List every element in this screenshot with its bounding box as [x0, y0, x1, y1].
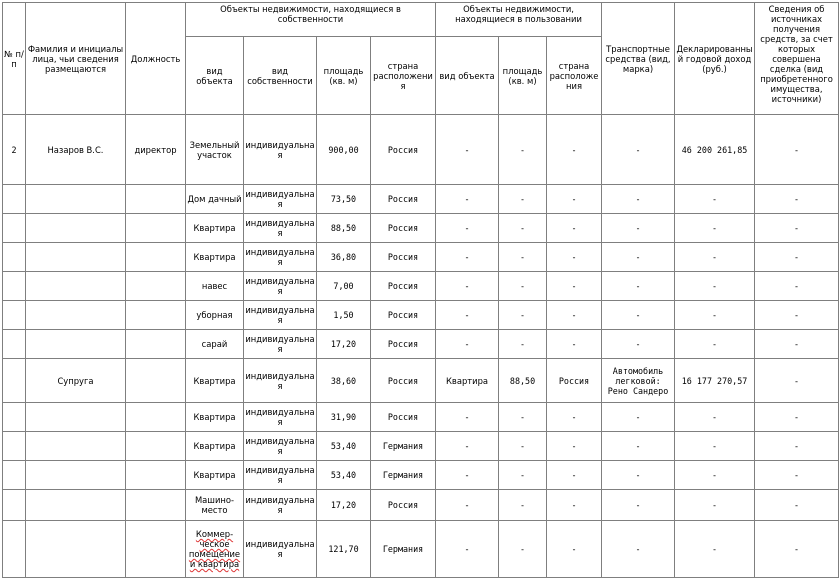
cell-country: Германия [371, 432, 436, 461]
cell-ownership: индивидуальная [244, 521, 317, 578]
cell-num [3, 330, 26, 359]
cell-name [26, 185, 126, 214]
cell-vehicles: - [602, 432, 675, 461]
cell-income: - [675, 214, 755, 243]
cell-sources: - [755, 301, 839, 330]
cell-name: Назаров В.С. [26, 115, 126, 185]
cell-type: Квартира [186, 359, 244, 403]
cell-used-area: - [499, 461, 547, 490]
cell-position [126, 359, 186, 403]
cell-area: 31,90 [317, 403, 371, 432]
cell-sources: - [755, 330, 839, 359]
cell-sources: - [755, 359, 839, 403]
header-owned-country: страна расположения [371, 37, 436, 115]
cell-type: Квартира [186, 403, 244, 432]
cell-name [26, 432, 126, 461]
cell-used-area: 88,50 [499, 359, 547, 403]
table-row [3, 301, 839, 330]
cell-position [126, 330, 186, 359]
table-row [3, 330, 839, 359]
cell-ownership: индивидуальная [244, 490, 317, 521]
cell-area: 17,20 [317, 330, 371, 359]
cell-position: директор [126, 115, 186, 185]
header-position: Должность [126, 3, 186, 115]
cell-used-area: - [499, 330, 547, 359]
cell-country: Россия [371, 272, 436, 301]
cell-country: Россия [371, 403, 436, 432]
header-used-group: Объекты недвижимости, находящиеся в пользовании [436, 3, 602, 37]
cell-used-country: - [547, 243, 602, 272]
cell-used-type: - [436, 185, 499, 214]
cell-num [3, 521, 26, 578]
cell-position [126, 432, 186, 461]
cell-ownership: индивидуальная [244, 432, 317, 461]
cell-vehicles: - [602, 301, 675, 330]
table-row [3, 359, 839, 403]
table-row [3, 432, 839, 461]
header-fio: Фамилия и инициалы лица, чьи сведения размещаются [26, 3, 126, 115]
cell-used-country: Россия [547, 359, 602, 403]
cell-name [26, 243, 126, 272]
cell-used-area: - [499, 403, 547, 432]
cell-num [3, 403, 26, 432]
cell-used-area: - [499, 243, 547, 272]
header-owned-type: вид объекта [186, 37, 244, 115]
cell-sources: - [755, 115, 839, 185]
cell-ownership: индивидуальная [244, 185, 317, 214]
cell-area: 121,70 [317, 521, 371, 578]
header-sources: Сведения об источниках получения средств, за счет которых совершена сделка (вид приобретенного имущества, источники) [755, 3, 839, 115]
cell-num [3, 461, 26, 490]
cell-position [126, 243, 186, 272]
declaration-table [2, 2, 839, 578]
header-income: Декларированный годовой доход (руб.) [675, 3, 755, 115]
cell-vehicles: - [602, 461, 675, 490]
cell-used-type: - [436, 521, 499, 578]
cell-ownership: индивидуальная [244, 359, 317, 403]
cell-vehicles: Автомобиль легковой: Рено Сандеро [602, 359, 675, 403]
cell-name [26, 214, 126, 243]
cell-ownership: индивидуальная [244, 214, 317, 243]
cell-type: Квартира [186, 432, 244, 461]
cell-income: - [675, 330, 755, 359]
cell-used-country: - [547, 490, 602, 521]
cell-income: - [675, 490, 755, 521]
cell-income: - [675, 185, 755, 214]
cell-income: - [675, 461, 755, 490]
cell-name [26, 521, 126, 578]
cell-ownership: индивидуальная [244, 301, 317, 330]
cell-num [3, 432, 26, 461]
cell-used-type: - [436, 301, 499, 330]
cell-used-type: - [436, 490, 499, 521]
cell-income: - [675, 243, 755, 272]
cell-name [26, 461, 126, 490]
cell-sources: - [755, 490, 839, 521]
cell-ownership: индивидуальная [244, 115, 317, 185]
cell-sources: - [755, 521, 839, 578]
cell-area: 73,50 [317, 185, 371, 214]
cell-num [3, 359, 26, 403]
cell-country: Россия [371, 243, 436, 272]
cell-num: 2 [3, 115, 26, 185]
cell-type: Земельный участок [186, 115, 244, 185]
cell-used-country: - [547, 461, 602, 490]
cell-ownership: индивидуальная [244, 243, 317, 272]
cell-vehicles: - [602, 185, 675, 214]
cell-type: Дом дачный [186, 185, 244, 214]
cell-used-country: - [547, 115, 602, 185]
cell-sources: - [755, 461, 839, 490]
table-row [3, 403, 839, 432]
header-owned-group: Объекты недвижимости, находящиеся в собственности [186, 3, 436, 37]
cell-position [126, 214, 186, 243]
cell-sources: - [755, 272, 839, 301]
cell-sources: - [755, 243, 839, 272]
cell-type: Квартира [186, 214, 244, 243]
cell-used-type: Квартира [436, 359, 499, 403]
cell-name [26, 301, 126, 330]
cell-vehicles: - [602, 490, 675, 521]
cell-income: - [675, 432, 755, 461]
cell-income: 46 200 261,85 [675, 115, 755, 185]
header-used-area: площадь (кв. м) [499, 37, 547, 115]
cell-sources: - [755, 214, 839, 243]
cell-name [26, 272, 126, 301]
cell-vehicles: - [602, 272, 675, 301]
header-used-type: вид объекта [436, 37, 499, 115]
cell-income: - [675, 521, 755, 578]
cell-num [3, 490, 26, 521]
cell-position [126, 272, 186, 301]
cell-position [126, 521, 186, 578]
cell-type: сарай [186, 330, 244, 359]
cell-used-area: - [499, 115, 547, 185]
cell-used-area: - [499, 214, 547, 243]
cell-country: Россия [371, 185, 436, 214]
cell-num [3, 301, 26, 330]
cell-used-type: - [436, 243, 499, 272]
table-row [3, 243, 839, 272]
table-row [3, 521, 839, 578]
cell-type: Квартира [186, 243, 244, 272]
cell-country: Россия [371, 330, 436, 359]
cell-country: Россия [371, 214, 436, 243]
cell-used-country: - [547, 403, 602, 432]
cell-area: 38,60 [317, 359, 371, 403]
cell-type: Машино-место [186, 490, 244, 521]
cell-used-area: - [499, 185, 547, 214]
cell-used-country: - [547, 301, 602, 330]
cell-area: 17,20 [317, 490, 371, 521]
cell-country: Германия [371, 521, 436, 578]
cell-type: навес [186, 272, 244, 301]
cell-position [126, 490, 186, 521]
cell-ownership: индивидуальная [244, 403, 317, 432]
cell-used-type: - [436, 272, 499, 301]
cell-type: Коммер-ческое помещение и квартира [186, 521, 244, 578]
cell-used-area: - [499, 272, 547, 301]
header-owned-ownership: вид собственности [244, 37, 317, 115]
cell-area: 7,00 [317, 272, 371, 301]
cell-income: - [675, 272, 755, 301]
cell-country: Россия [371, 115, 436, 185]
cell-vehicles: - [602, 243, 675, 272]
cell-used-country: - [547, 521, 602, 578]
cell-country: Россия [371, 490, 436, 521]
cell-country: Россия [371, 301, 436, 330]
cell-used-type: - [436, 403, 499, 432]
cell-used-country: - [547, 330, 602, 359]
cell-used-type: - [436, 461, 499, 490]
header-vehicles: Транспортные средства (вид, марка) [602, 3, 675, 115]
cell-name [26, 403, 126, 432]
cell-used-country: - [547, 432, 602, 461]
table-row [3, 115, 839, 185]
cell-num [3, 243, 26, 272]
cell-num [3, 214, 26, 243]
cell-position [126, 301, 186, 330]
table-row [3, 461, 839, 490]
cell-position [126, 461, 186, 490]
cell-vehicles: - [602, 115, 675, 185]
cell-area: 1,50 [317, 301, 371, 330]
cell-used-area: - [499, 432, 547, 461]
cell-area: 36,80 [317, 243, 371, 272]
cell-num [3, 185, 26, 214]
table-row [3, 490, 839, 521]
cell-used-area: - [499, 490, 547, 521]
header-owned-area: площадь (кв. м) [317, 37, 371, 115]
cell-ownership: индивидуальная [244, 272, 317, 301]
header-num: № п/п [3, 3, 26, 115]
cell-used-type: - [436, 330, 499, 359]
cell-area: 900,00 [317, 115, 371, 185]
cell-used-country: - [547, 272, 602, 301]
cell-ownership: индивидуальная [244, 330, 317, 359]
cell-area: 88,50 [317, 214, 371, 243]
cell-area: 53,40 [317, 432, 371, 461]
cell-used-type: - [436, 214, 499, 243]
cell-position [126, 185, 186, 214]
cell-vehicles: - [602, 403, 675, 432]
cell-vehicles: - [602, 214, 675, 243]
cell-income: 16 177 270,57 [675, 359, 755, 403]
cell-income: - [675, 403, 755, 432]
cell-position [126, 403, 186, 432]
cell-ownership: индивидуальная [244, 461, 317, 490]
cell-used-country: - [547, 185, 602, 214]
table-row [3, 185, 839, 214]
cell-vehicles: - [602, 521, 675, 578]
cell-country: Германия [371, 461, 436, 490]
cell-type: уборная [186, 301, 244, 330]
table-row [3, 272, 839, 301]
cell-name [26, 490, 126, 521]
cell-used-area: - [499, 301, 547, 330]
cell-used-type: - [436, 115, 499, 185]
cell-area: 53,40 [317, 461, 371, 490]
cell-country: Россия [371, 359, 436, 403]
cell-sources: - [755, 432, 839, 461]
cell-type: Квартира [186, 461, 244, 490]
cell-name [26, 330, 126, 359]
cell-sources: - [755, 185, 839, 214]
table-row [3, 214, 839, 243]
cell-vehicles: - [602, 330, 675, 359]
cell-used-area: - [499, 521, 547, 578]
cell-num [3, 272, 26, 301]
cell-sources: - [755, 403, 839, 432]
header-used-country: страна расположе ния [547, 37, 602, 115]
cell-used-country: - [547, 214, 602, 243]
cell-used-type: - [436, 432, 499, 461]
cell-income: - [675, 301, 755, 330]
cell-name: Супруга [26, 359, 126, 403]
